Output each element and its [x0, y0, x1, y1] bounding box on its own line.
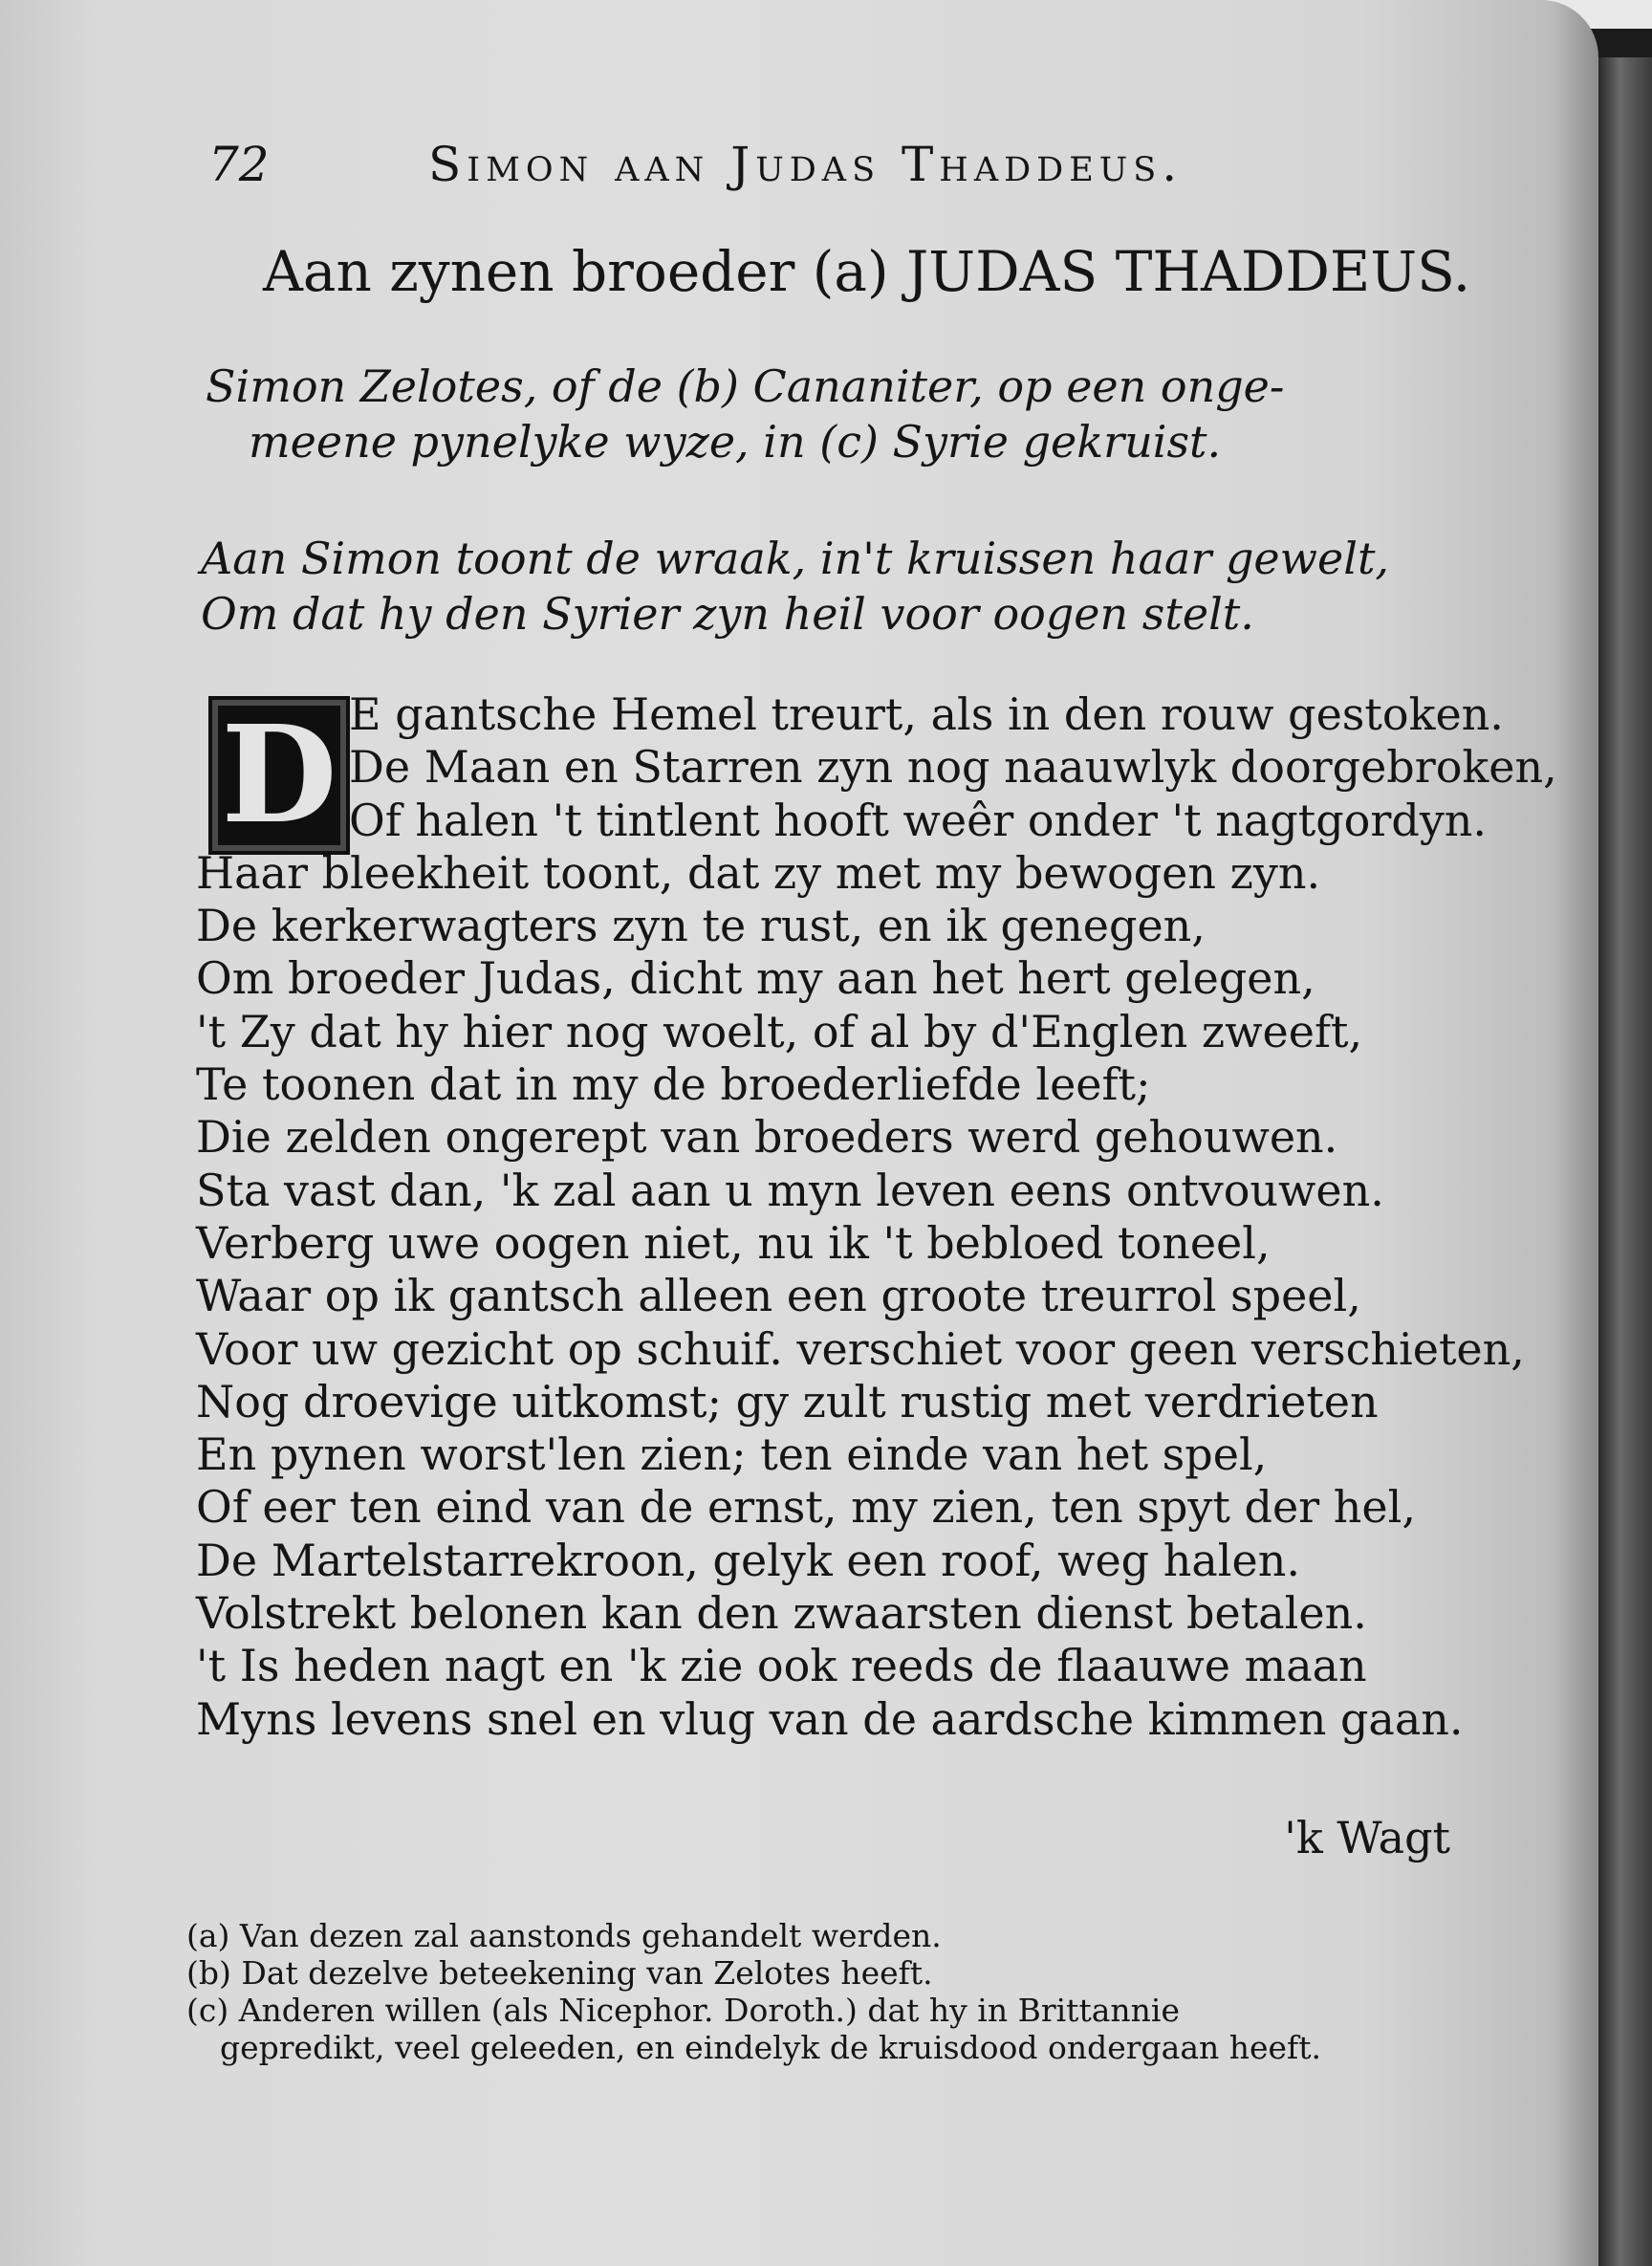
poem-line: Volstrekt belonen kan den zwaarsten dienst betalen. [196, 1587, 1367, 1640]
page-number: 72 [208, 137, 270, 192]
running-title: Simon aan Judas Thaddeus. [428, 137, 1184, 192]
catchword: 'k Wagt [1284, 1812, 1450, 1863]
poem-line: De Martelstarrekroon, gelyk een roof, weg halen. [196, 1534, 1300, 1586]
poem-line: Waar op ik gantsch alleen een groote treurrol speel, [196, 1270, 1361, 1322]
poem-line: Of eer ten eind van de ernst, my zien, ten spyt der hel, [196, 1481, 1416, 1534]
poem-line: Die zelden ongerept van broeders werd gehouwen. [196, 1111, 1338, 1164]
poem-line: Myns levens snel en vlug van de aardsche kimmen gaan. [196, 1692, 1464, 1745]
next-page-edge [1598, 57, 1652, 2266]
subtitle-line: Simon Zelotes, of de (b) Cananiter, op een onge- [206, 360, 1285, 412]
poem-line: E gantsche Hemel treurt, als in den rouw gestoken. [349, 688, 1504, 740]
poem-title: Aan zynen broeder (a) JUDAS THADDEUS. [263, 239, 1471, 304]
poem-line: Sta vast dan, 'k zal aan u myn leven eens ontvouwen. [196, 1164, 1384, 1216]
poem-subtitle [206, 359, 1515, 469]
poem-line: Te toonen dat in my de broederliefde leeft; [196, 1058, 1151, 1111]
argument-line: Om dat hy den Syrier zyn heil voor oogen stelt. [201, 588, 1254, 640]
footnote: (b) Dat dezelve beteekening van Zelotes heeft. [186, 1954, 933, 1992]
footnote: (a) Van dezen zal aanstonds gehandelt werden. [186, 1917, 942, 1954]
poem-line: 't Zy dat hy hier nog woelt, of al by d'Englen zweeft, [196, 1005, 1363, 1057]
subtitle-line: meene pynelyke wyze, in (c) Syrie gekruist. [249, 416, 1222, 468]
poem-line: Om broeder Judas, dicht my aan het hert gelegen, [196, 952, 1315, 1005]
poem-line: De Maan en Starren zyn nog naauwlyk doorgebroken, [349, 741, 1557, 794]
footnote: (c) Anderen willen (als Nicephor. Doroth.) dat hy in Brittannie [186, 1992, 1180, 2029]
argument-line: Aan Simon toont de wraak, in't kruissen haar gewelt, [201, 533, 1390, 584]
poem-line: Haar bleekheit toont, dat zy met my bewogen zyn. [196, 846, 1321, 899]
footnote-continuation: gepredikt, veel geleeden, en eindelyk de kruisdood ondergaan heeft. [220, 2029, 1322, 2066]
poem-line: 't Is heden nagt en 'k zie ook reeds de flaauwe maan [196, 1640, 1367, 1692]
poem-line: Voor uw gezicht op schuif. verschiet voor geen verschieten, [196, 1322, 1525, 1375]
poem-body [196, 688, 1557, 1746]
poem-line: De kerkerwagters zyn te rust, en ik genegen, [196, 900, 1206, 952]
poem-line: En pynen worst'len zien; ten einde van het spel, [196, 1428, 1268, 1481]
poem-line: Of halen 't tintlent hooft weêr onder 't nagtgordyn. [349, 794, 1488, 846]
running-head [208, 129, 1308, 196]
drop-cap: D [208, 696, 350, 855]
footnotes [186, 1917, 1525, 2066]
poem-line: Verberg uwe oogen niet, nu ik 't bebloed toneel, [196, 1216, 1271, 1269]
argument-couplet [201, 531, 1520, 642]
poem-line: Nog droevige uitkomst; gy zult rustig met verdrieten [196, 1375, 1379, 1427]
